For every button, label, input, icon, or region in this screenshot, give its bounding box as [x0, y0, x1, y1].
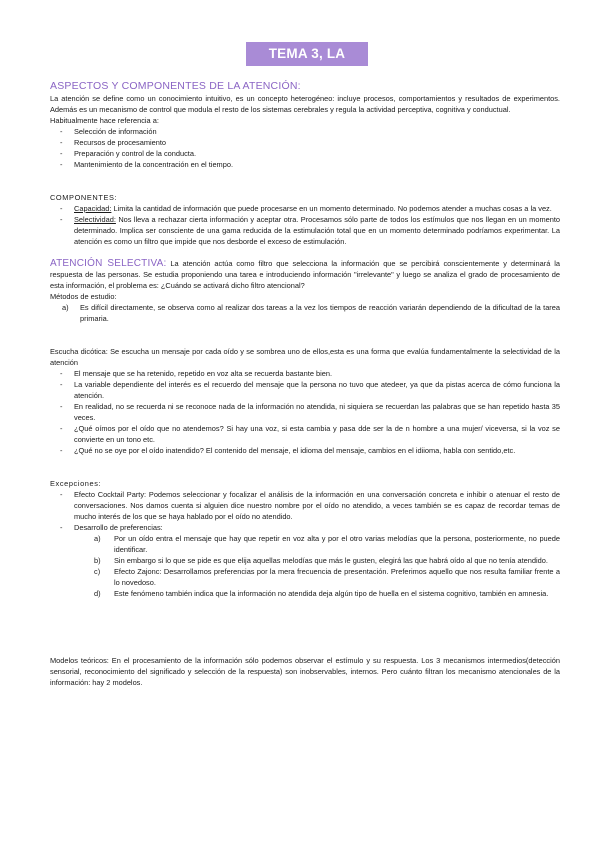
list-item: - En realidad, no se recuerda ni se reconoce nada de la información no atendida, ni siquiera se recuerdan las palabras que se han repetido hasta 35 veces. — [50, 401, 560, 423]
list-item: - El mensaje que se ha retenido, repetido en voz alta se recuerda bastante bien. — [50, 368, 560, 379]
excepciones-heading: Excepciones: — [50, 479, 102, 488]
list-item — [50, 555, 560, 566]
list-item: - Efecto Cocktail Party: Podemos seleccionar y focalizar el análisis de la información en una conversación concreta e inhibir o atenuar el resto de conversaciones. Nos damos cuenta si alguien dice nuestro nombre por el oído no atendido, a veces también se es capaz de recordar temas de mucho interés de los que se haya hablado por el oído no atendido. — [50, 489, 560, 522]
atencion-selectiva-text: La atención actúa como filtro que selecciona la información que se percibirá conscientemente y determinará la respuesta de las personas. Se estudia proponiendo una tarea e introduciendo información "irrelevante" y luego se analiza el grado de procesamiento de esta información, el problema es: ¿Cuándo se activará dicho filtro atencional? — [50, 259, 560, 290]
term-capacidad: Capacidad: — [74, 204, 112, 213]
list-item: - Desarrollo de preferencias: — [50, 522, 560, 533]
list-item: - ¿Qué oímos por el oído que no atendemos? Si hay una voz, si esta cambia y pasa dde ser la de n hombre a una mujer/ viceversa, si la voz se convierte en un tono etc. — [50, 423, 560, 445]
list-item — [50, 566, 560, 588]
list-item — [50, 533, 560, 555]
componentes-list — [50, 203, 560, 247]
spacer — [50, 247, 560, 258]
spacer — [50, 170, 560, 192]
list-item — [50, 302, 560, 324]
list-item: - Selección de información — [50, 126, 560, 137]
definition-selectividad: Nos lleva a rechazar cierta información y aceptar otra. Procesamos sólo parte de todos los estímulos que nos llegan en un momento determinado. Implica ser consciente de una gama reducida de la estimulación total que en un momento determinado podríamos experimentar. La atención es como un filtro que impide que nos desborde el exceso de estimulación. — [74, 215, 560, 246]
list-item — [50, 214, 560, 247]
escucha-list — [50, 368, 560, 456]
list-item: - Mantenimiento de la concentración en el tiempo. — [50, 159, 560, 170]
list-marker: b) — [94, 556, 101, 565]
spacer — [50, 324, 560, 346]
list-item: - Recursos de procesamiento — [50, 137, 560, 148]
aspectos-paragraph: La atención se define como un conocimiento intuitivo, es un concepto heterogéneo: incluye procesos, comportamientos y resultados de experimentos. Además es un mecanismo de control que modula el resto de los sistemas cerebrales y regula la actividad perceptiva, cognitiva y conductual. — [50, 94, 560, 114]
definition-capacidad: Limita la cantidad de información que puede procesarse en un momento determinado. No podemos atender a muchas cosas a la vez. — [111, 204, 552, 213]
aspectos-intro: Habitualmente hace referencia a: — [50, 116, 159, 125]
list-item: - La variable dependiente del interés es el recuerdo del mensaje que la persona no tuvo que atedeer, ya que da pistas acerca de cómo funciona la atención. — [50, 379, 560, 401]
list-marker: a) — [94, 534, 101, 543]
list-marker: a) — [62, 303, 69, 312]
section-heading-atencion-selectiva: ATENCIÓN SELECTIVA: — [50, 258, 167, 269]
preferencias-item-text: Este fenómeno también indica que la información no atendida deja algún tipo de huella en el sistema cognitivo, también en amnesia. — [114, 589, 549, 598]
preferencias-item-text: Efecto Zajonc: Desarrollamos preferencias por la mera frecuencia de presentación. Preferimos aquello que nos resulta familiar frente a lo novedoso. — [114, 567, 560, 587]
metodos-item-text: Es difícil directamente, se observa como al realizar dos tareas a la vez los tiempos de reacción variarán dependiendo de la dificultad de la tarea primaria. — [80, 303, 560, 323]
componentes-heading: COMPONENTES: — [50, 193, 118, 202]
list-item — [50, 203, 560, 214]
escucha-dicotica-intro: Escucha dicótica: Se escucha un mensaje por cada oído y se sombrea uno de ellos,esta es una forma que evalúa fundamentalmente la selectividad de la atención — [50, 347, 560, 367]
document-body — [50, 80, 560, 688]
list-marker: d) — [94, 589, 101, 598]
preferencias-list — [50, 533, 560, 599]
aspectos-list — [50, 126, 560, 170]
section-heading-aspectos: ASPECTOS Y COMPONENTES DE LA ATENCIÓN: — [50, 80, 301, 92]
modelos-teoricos-paragraph: Modelos teóricos: En el procesamiento de la información sólo podemos observar el estímulo y su respuesta. Los 3 mecanismos intermedios(detección sensorial, reconocimiento del significado y selección de la respuesta) son inobservables, internos. Pero cuánto filtran los mecanismo atencionales de la información: hay 2 modelos. — [50, 656, 560, 687]
metodos-list — [50, 302, 560, 324]
spacer — [50, 456, 560, 478]
preferencias-item-text: Por un oído entra el mensaje que hay que repetir en voz alta y por el otro varias melodías que la persona, posteriormente, no puede identificar. — [114, 534, 560, 554]
metodos-label: Métodos de estudio: — [50, 292, 117, 301]
spacer — [50, 599, 560, 655]
list-item: - ¿Qué no se oye por el oído inatendido? El contenido del mensaje, el idioma del mensaje, cambios en el idiioma, habla con sentido,etc. — [50, 445, 560, 456]
list-item — [50, 588, 560, 599]
atencion-selectiva-paragraph — [50, 258, 560, 291]
page-title: TEMA 3, LA ATENCIÓN: — [246, 42, 368, 66]
list-marker: c) — [94, 567, 101, 576]
list-item: - Preparación y control de la conducta. — [50, 148, 560, 159]
excepciones-list — [50, 489, 560, 533]
preferencias-item-text: Sin embargo si lo que se pide es que elija aquellas melodías que más le gusten, elegirá las que habrá oído al que no tenía atendido. — [114, 556, 548, 565]
term-selectividad: Selectividad: — [74, 215, 116, 224]
